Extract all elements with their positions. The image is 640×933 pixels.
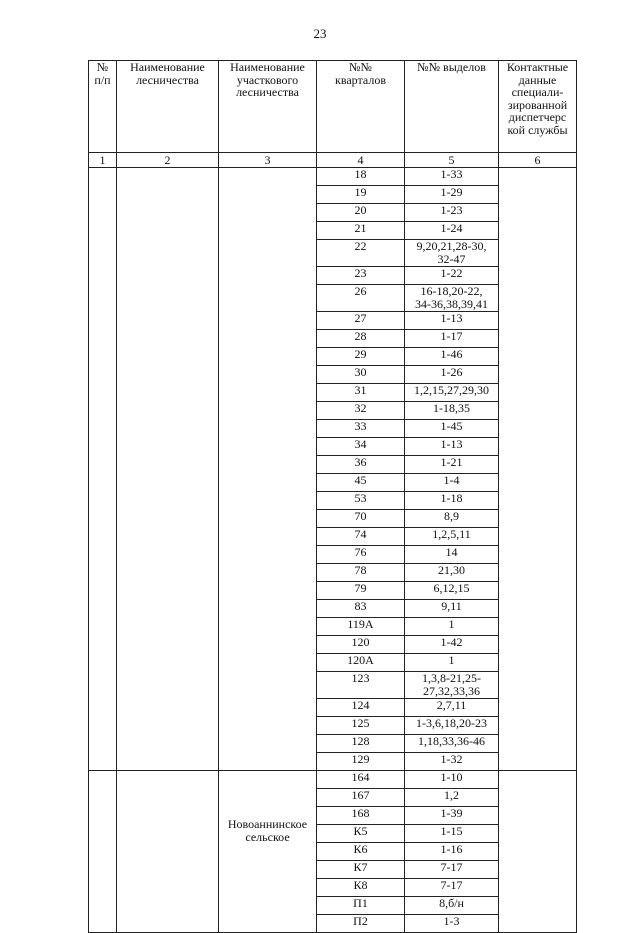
sections-cell: 1-45 xyxy=(405,420,499,438)
header-cell-district-forestry: Наименование участкового лесничества xyxy=(219,61,317,153)
sections-cell: 7-17 xyxy=(405,861,499,879)
quarter-cell: 30 xyxy=(317,366,405,384)
sections-cell: 1,2,15,27,29,30 xyxy=(405,384,499,402)
quarter-cell: 32 xyxy=(317,402,405,420)
sections-cell: 9,11 xyxy=(405,600,499,618)
header-cell-sections: №№ выделов xyxy=(405,61,499,153)
column-number: 1 xyxy=(89,153,117,168)
quarter-cell: 34 xyxy=(317,438,405,456)
quarter-cell: 19 xyxy=(317,186,405,204)
quarter-cell: 124 xyxy=(317,699,405,717)
page-number: 23 xyxy=(313,26,327,41)
sections-cell: 1-16 xyxy=(405,843,499,861)
quarter-cell: 53 xyxy=(317,492,405,510)
sections-cell: 9,20,21,28-30, 32-47 xyxy=(405,240,499,267)
group-1-body xyxy=(89,168,577,771)
group-2-district-forestry-cell xyxy=(219,771,317,933)
sections-cell: 1-46 xyxy=(405,348,499,366)
quarter-cell: 22 xyxy=(317,240,405,267)
sections-cell: 1,3,8-21,25- 27,32,33,36 xyxy=(405,672,499,699)
header-cell-forestry: Наименование лесничества xyxy=(117,61,219,153)
sections-cell: 16-18,20-22, 34-36,38,39,41 xyxy=(405,285,499,312)
quarter-cell: П2 xyxy=(317,915,405,933)
quarter-cell: 74 xyxy=(317,528,405,546)
column-number-row xyxy=(89,153,577,168)
sections-cell: 1-10 xyxy=(405,771,499,789)
sections-cell: 1-26 xyxy=(405,366,499,384)
sections-cell: 1-33 xyxy=(405,168,499,186)
quarter-cell: 168 xyxy=(317,807,405,825)
sections-cell: 2,7,11 xyxy=(405,699,499,717)
sections-cell: 1-32 xyxy=(405,753,499,771)
sections-cell: 1-13 xyxy=(405,312,499,330)
sections-cell: 1-4 xyxy=(405,474,499,492)
quarter-cell: 76 xyxy=(317,546,405,564)
sections-cell: 8,б/н xyxy=(405,897,499,915)
sections-cell: 1-3,6,18,20-23 xyxy=(405,717,499,735)
sections-cell: 1,2,5,11 xyxy=(405,528,499,546)
group-1-num-cell xyxy=(89,168,117,771)
sections-cell: 6,12,15 xyxy=(405,582,499,600)
sections-cell: 1 xyxy=(405,654,499,672)
sections-cell: 21,30 xyxy=(405,564,499,582)
quarter-cell: 83 xyxy=(317,600,405,618)
quarter-cell: 78 xyxy=(317,564,405,582)
column-number: 5 xyxy=(405,153,499,168)
quarter-cell: 164 xyxy=(317,771,405,789)
sections-cell: 1-17 xyxy=(405,330,499,348)
quarter-cell: 21 xyxy=(317,222,405,240)
sections-cell: 1-22 xyxy=(405,267,499,285)
quarter-cell: 31 xyxy=(317,384,405,402)
quarter-cell: 129 xyxy=(317,753,405,771)
quarter-cell: 70 xyxy=(317,510,405,528)
quarter-cell: 20 xyxy=(317,204,405,222)
quarter-cell: 120 xyxy=(317,636,405,654)
sections-cell: 1 xyxy=(405,618,499,636)
sections-cell: 7-17 xyxy=(405,879,499,897)
quarter-cell: 29 xyxy=(317,348,405,366)
table-row xyxy=(89,168,577,186)
quarter-cell: 123 xyxy=(317,672,405,699)
quarter-cell: 128 xyxy=(317,735,405,753)
sections-cell: 1-15 xyxy=(405,825,499,843)
quarter-cell: 18 xyxy=(317,168,405,186)
header-cell-contacts: Контактные данные специали- зированной диспетчерс кой службы xyxy=(499,61,577,153)
sections-cell: 14 xyxy=(405,546,499,564)
sections-cell: 1-21 xyxy=(405,456,499,474)
forestry-table xyxy=(88,60,577,933)
quarter-cell: 36 xyxy=(317,456,405,474)
quarter-cell: 23 xyxy=(317,267,405,285)
quarter-cell: К8 xyxy=(317,879,405,897)
quarter-cell: 119А xyxy=(317,618,405,636)
sections-cell: 8,9 xyxy=(405,510,499,528)
group-1-district-forestry-cell xyxy=(219,168,317,771)
group-2-body xyxy=(89,771,577,933)
table-row xyxy=(89,771,577,789)
header-cell-quarters: №№ кварталов xyxy=(317,61,405,153)
quarter-cell: 28 xyxy=(317,330,405,348)
quarter-cell: 120А xyxy=(317,654,405,672)
quarter-cell: К7 xyxy=(317,861,405,879)
sections-cell: 1-3 xyxy=(405,915,499,933)
quarter-cell: К6 xyxy=(317,843,405,861)
quarter-cell: 167 xyxy=(317,789,405,807)
quarter-cell: К5 xyxy=(317,825,405,843)
header-cell-num: № п/п xyxy=(89,61,117,153)
column-number: 4 xyxy=(317,153,405,168)
header-row xyxy=(89,61,577,153)
column-number: 6 xyxy=(499,153,577,168)
group-1-contacts-cell xyxy=(499,168,577,771)
sections-cell: 1,2 xyxy=(405,789,499,807)
quarter-cell: 26 xyxy=(317,285,405,312)
quarter-cell: 33 xyxy=(317,420,405,438)
sections-cell: 1-23 xyxy=(405,204,499,222)
sections-cell: 1-42 xyxy=(405,636,499,654)
column-number: 2 xyxy=(117,153,219,168)
group-2-num-cell xyxy=(89,771,117,933)
sections-cell: 1,18,33,36-46 xyxy=(405,735,499,753)
quarter-cell: 27 xyxy=(317,312,405,330)
sections-cell: 1-39 xyxy=(405,807,499,825)
quarter-cell: 45 xyxy=(317,474,405,492)
group-1-forestry-cell xyxy=(117,168,219,771)
group-2-forestry-cell xyxy=(117,771,219,933)
quarter-cell: 125 xyxy=(317,717,405,735)
column-number: 3 xyxy=(219,153,317,168)
sections-cell: 1-13 xyxy=(405,438,499,456)
quarter-cell: 79 xyxy=(317,582,405,600)
district-forestry-name: Новоаннинское сельское xyxy=(227,817,308,844)
sections-cell: 1-29 xyxy=(405,186,499,204)
sections-cell: 1-24 xyxy=(405,222,499,240)
sections-cell: 1-18,35 xyxy=(405,402,499,420)
group-2-contacts-cell xyxy=(499,771,577,933)
quarter-cell: П1 xyxy=(317,897,405,915)
sections-cell: 1-18 xyxy=(405,492,499,510)
